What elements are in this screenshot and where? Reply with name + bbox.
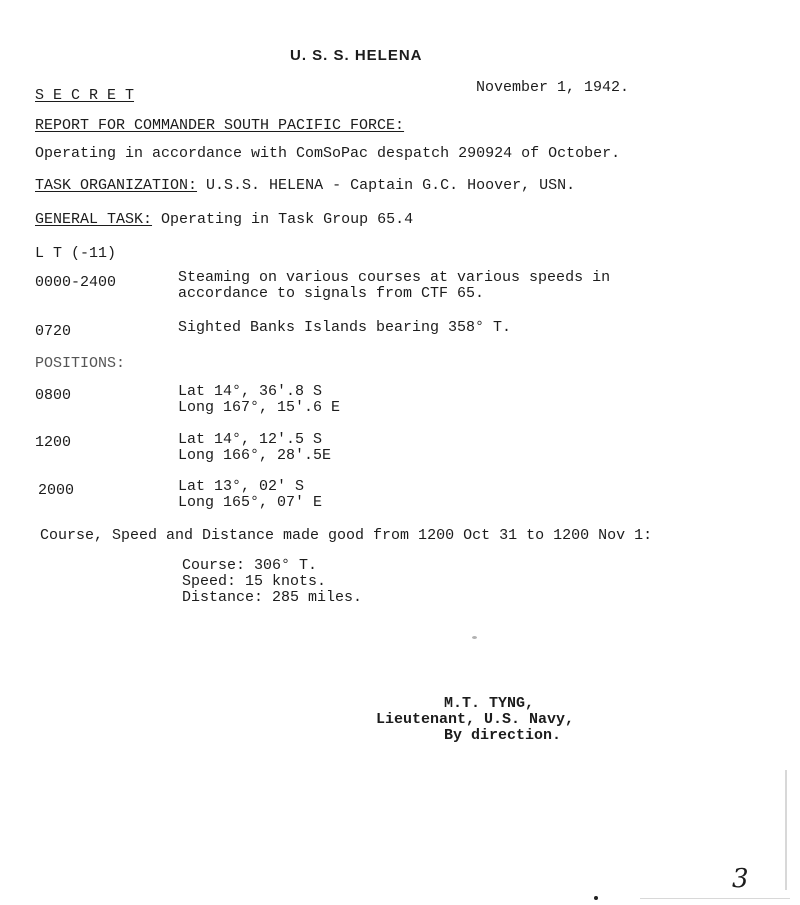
position-time-2: 2000 [38,482,75,499]
general-task [35,212,413,227]
log-text-0-line2: accordance to signals from CTF 65. [178,285,485,302]
report-for-heading: REPORT FOR COMMANDER SOUTH PACIFIC FORCE: [35,117,405,134]
page-number: 3 [732,864,749,894]
signature-direction: By direction. [444,727,562,744]
paper-mark [594,896,598,900]
log-time-0: 0000-2400 [35,274,117,291]
position-time-0: 0800 [35,387,72,404]
position-lat-0: Lat 14°, 36'.8 S [178,383,323,400]
task-organization-value: U.S.S. HELENA - Captain G.C. Hoover, USN. [206,177,576,194]
general-task-label: GENERAL TASK: [35,211,153,228]
scan-edge-line [785,770,787,890]
log-text-1-line1: Sighted Banks Islands bearing 358° T. [178,319,512,336]
position-time-1: 1200 [35,434,72,451]
scan-bottom-line [640,898,790,899]
position-lat-1: Lat 14°, 12'.5 S [178,431,323,448]
signature-name: M.T. TYNG, [444,695,535,712]
task-organization-label: TASK ORGANIZATION: [35,177,198,194]
signature-rank: Lieutenant, U.S. Navy, [376,711,575,728]
ship-heading: U. S. S. HELENA [290,47,423,64]
log-time-1: 0720 [35,323,72,340]
position-long-1: Long 166°, 28'.5E [178,447,332,464]
course-value: Course: 306° T. [182,557,318,574]
made-good-line: Course, Speed and Distance made good from 1200 Oct 31 to 1200 Nov 1: [40,527,653,544]
time-zone: L T (-11) [35,245,117,262]
position-long-2: Long 165°, 07' E [178,494,323,511]
report-date: November 1, 1942. [476,79,630,96]
paper-speck [472,636,477,639]
position-long-0: Long 167°, 15'.6 E [178,399,341,416]
position-lat-2: Lat 13°, 02' S [178,478,305,495]
positions-label: POSITIONS: [35,355,126,372]
classification-label: S E C R E T [35,87,135,104]
log-text-0-line1: Steaming on various courses at various speeds in [178,269,611,286]
speed-value: Speed: 15 knots. [182,573,327,590]
distance-value: Distance: 285 miles. [182,589,363,606]
task-organization [35,178,575,193]
operating-line: Operating in accordance with ComSoPac despatch 290924 of October. [35,145,621,162]
general-task-value: Operating in Task Group 65.4 [161,211,414,228]
